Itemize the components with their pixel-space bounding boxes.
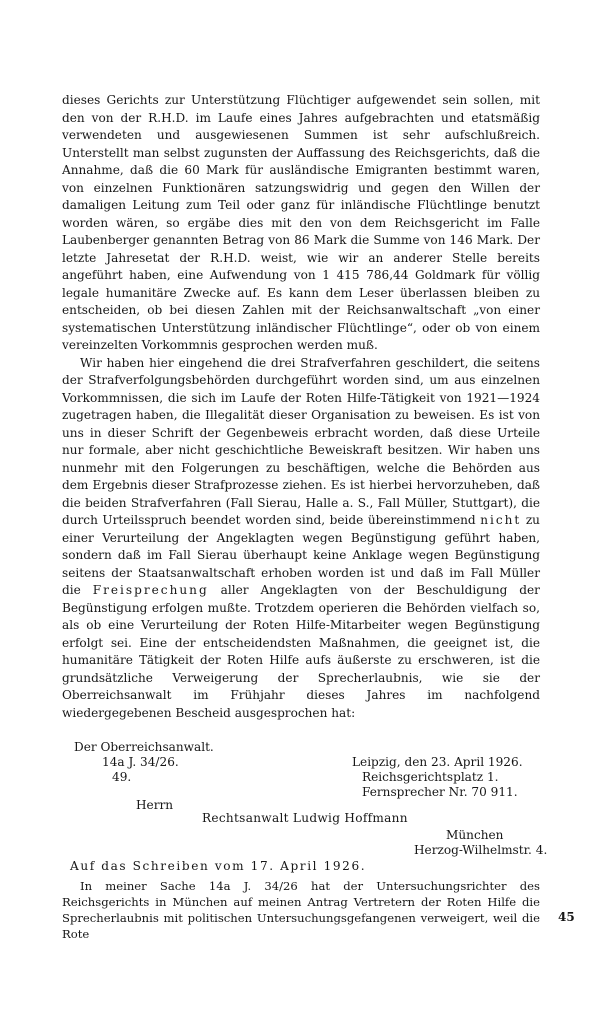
letter-address: Reichsgerichtsplatz 1. bbox=[362, 770, 499, 784]
letter-recipient: Rechtsanwalt Ludwig Hoffmann bbox=[202, 811, 408, 825]
letter-body-text: In meiner Sache 14a J. 34/26 hat der Untersuchungsrichter des Reichsgerichts in München auf meinen Antrag Vertretern der Roten Hilfe die Sprecherlaubnis mit politischen Untersuchungsgefangenen verweigert, weil die Rote bbox=[62, 879, 540, 941]
paragraph-2-part-b: zu einer Verurteilung der Angeklagten wegen Begünstigung geführt haben, sondern daß im Fall Sierau überhaupt keine Anklage wegen Begünstigung seitens der Staatsanwaltschaft erhoben worden ist und daß im Fall Müller die bbox=[62, 513, 540, 597]
page-number: 45 bbox=[558, 910, 575, 924]
letter-reference-number: 49. bbox=[112, 770, 132, 784]
paragraph-2-part-c: aller Angeklagten von der Beschuldigung der Begünstigung erfolgen mußte. Trotzdem operieren die Behörden vielfach so, als ob eine Verurteilung der Roten Hilfe-Mitarbeiter wegen Begünstigung erfolgt sei. Eine der entscheidendsten Maßnahmen, die geeignet ist, die humanitäre Tätigkeit der Roten Hilfe aufs äußerste zu erschweren, ist die grundsätzliche Verweigerung der Sprecherlaubnis, wie sie der Oberreichsanwalt im Frühjahr dieses Jahres im nachfolgend wiedergegebenen Bescheid ausgesprochen hat: bbox=[62, 583, 540, 720]
letter-reference: 14a J. 34/26. bbox=[102, 755, 179, 769]
letter-phone: Fernsprecher Nr. 70 911. bbox=[362, 785, 518, 799]
letter-street: Herzog-Wilhelmstr. 4. bbox=[414, 843, 548, 857]
letter-place-date: Leipzig, den 23. April 1926. bbox=[352, 755, 523, 769]
paragraph-2-part-a: Wir haben hier eingehend die drei Strafverfahren geschildert, die seitens der Strafverfolgungsbehörden durchgeführt worden sind, um aus einzelnen Vorkommnissen, die sich im Laufe der Roten Hilfe-Tätigkeit von 1921—1924 zugetragen haben, die Illegalität dieser Organisation zu beweisen. Es ist von uns in dieser Schrift der Gegenbeweis erbracht worden, daß diese Urteile nur formale, aber nicht geschichtliche Beweiskraft besitzen. Wir haben uns nunmehr mit den Folgerungen zu beschäftigen, welche die Behörden aus dem Ergebnis dieser Strafprozesse ziehen. Es ist hierbei hervorzuheben, daß die beiden Strafverfahren (Fall Sierau, Halle a. S., Fall Müller, Stuttgart), die durch Urteilsspruch beendet worden sind, beide übereinstimmend bbox=[62, 355, 540, 527]
letter-subject: Auf das Schreiben vom 17. April 1926. bbox=[70, 859, 367, 873]
letter-body bbox=[62, 878, 540, 942]
main-text bbox=[62, 92, 540, 722]
paragraph-2 bbox=[62, 355, 540, 723]
emphasis-freisprechung: Freisprechung bbox=[92, 583, 209, 597]
emphasis-nicht: nicht bbox=[480, 513, 522, 527]
paragraph-1: dieses Gerichts zur Unterstützung Flüchtiger aufgewendet sein sollen, mit den von der R.H.D. im Laufe eines Jahres aufgebrachten und etatsmäßig verwendeten und ausgewiesenen Summen ist sehr aufschlußreich. Unterstellt man selbst zugunsten der Auffassung des Reichsgerichts, daß die Annahme, daß die 60 Mark für ausländische Emigranten bestimmt waren, von einzelnen Funktionären satzungswidrig und gegen den Willen der damaligen Leitung zum Teil oder ganz für inländische Flüchtlinge benutzt worden wären, so ergäbe dies mit den von dem Reichsgericht im Falle Laubenberger genannten Betrag von 86 Mark die Summe von 146 Mark. Der letzte Jahresetat der R.H.D. weist, wie wir an anderer Stelle bereits angeführt haben, eine Aufwendung von 1 415 786,44 Goldmark für völlig legale humanitäre Zwecke auf. Es kann dem Leser überlassen bleiben zu entscheiden, ob bei diesen Zahlen mit der Reichsanwaltschaft „von einer systematischen Unterstützung inländischer Flüchtlinge“, oder ob von einem vereinzelten Vorkommnis gesprochen werden muß. bbox=[62, 93, 540, 352]
letter-sender: Der Oberreichsanwalt. bbox=[74, 740, 214, 754]
letter-salutation: Herrn bbox=[136, 798, 174, 812]
letter-city: München bbox=[446, 828, 504, 842]
